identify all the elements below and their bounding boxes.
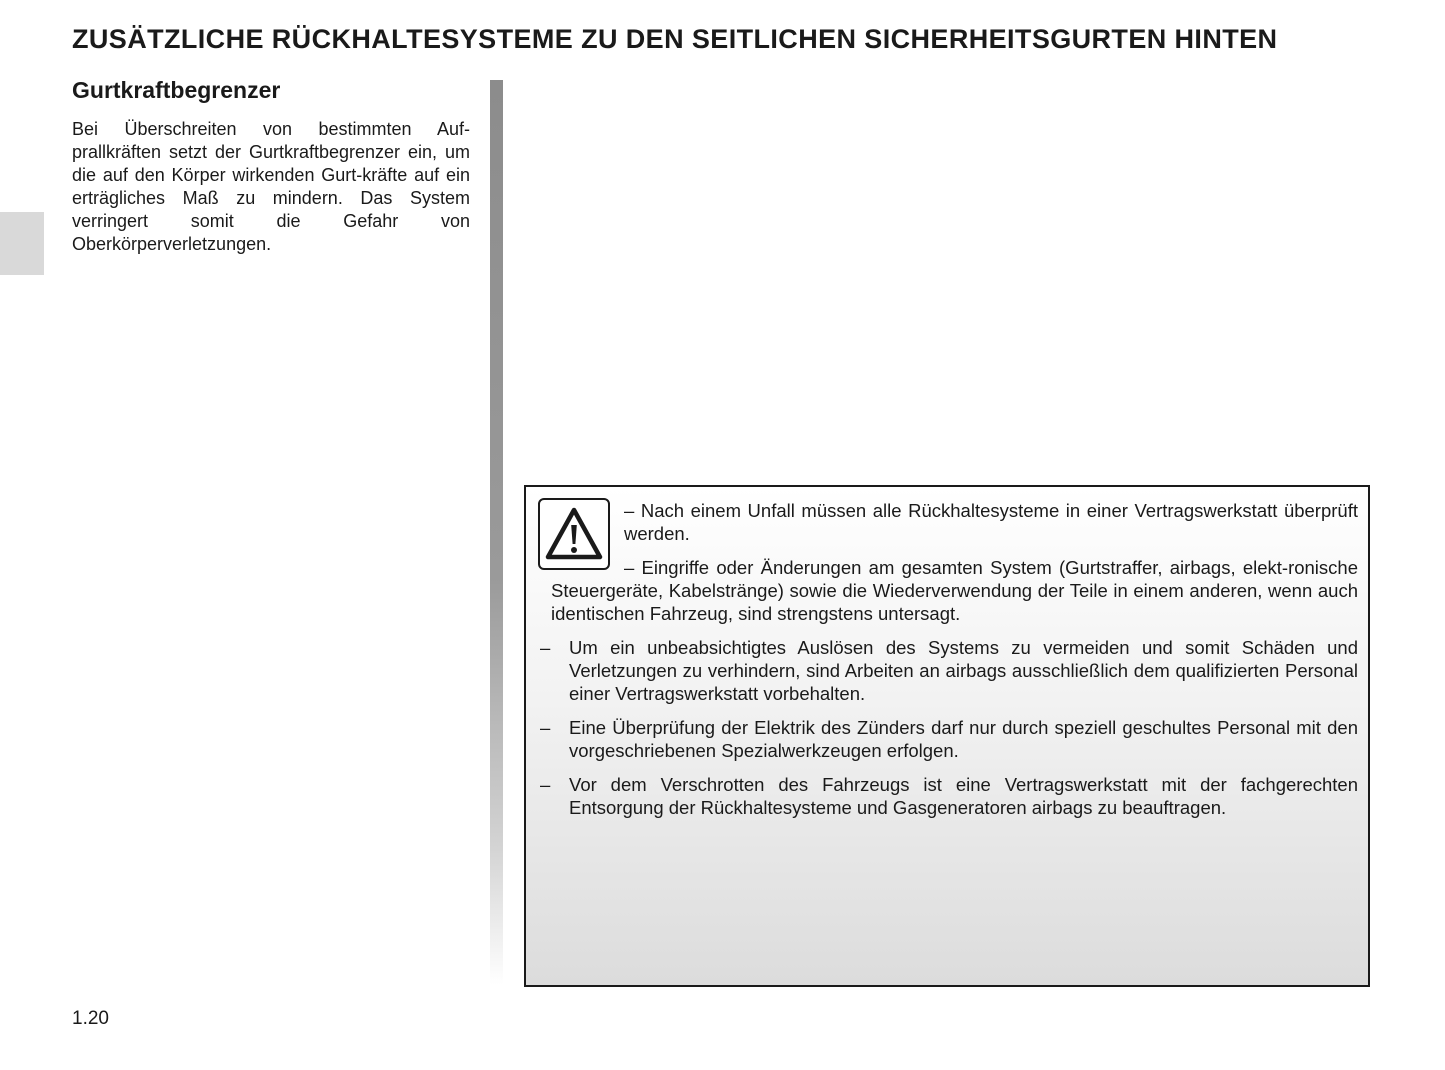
body-paragraph: Bei Überschreiten von bestimmten Auf-prallkräften setzt der Gurtkraftbegrenzer ein, um die auf den Körper wirkenden Gurt-kräfte auf ein erträgliches Maß zu mindern. Das System verringert somit die Gefahr von Oberkörperverletzungen.	[72, 119, 470, 254]
left-column	[72, 74, 470, 256]
warning-box	[524, 485, 1370, 987]
section-heading: Gurtkraftbegrenzer	[72, 77, 281, 103]
warning-item-text: Nach einem Unfall müssen alle Rückhaltesysteme in einer Vertragswerkstatt überprüft werden.	[624, 500, 1358, 544]
page-number: 1.20	[72, 1008, 109, 1029]
dash: –	[624, 557, 635, 578]
warning-content	[540, 499, 1358, 830]
dash: –	[624, 500, 635, 521]
page-title: ZUSÄTZLICHE RÜCKHALTESYSTEME ZU DEN SEITLICHEN SICHERHEITSGURTEN HINTEN	[72, 24, 1278, 54]
warning-item	[540, 499, 1358, 545]
warning-item	[540, 773, 1358, 819]
warning-item	[540, 716, 1358, 762]
dash: –	[540, 637, 551, 658]
warning-item-text: Vor dem Verschrotten des Fahrzeugs ist eine Vertragswerkstatt mit der fachgerechten Entsorgung der Rückhaltesysteme und Gasgeneratoren airbags zu beauftragen.	[569, 774, 1358, 818]
warning-item	[540, 556, 1358, 625]
dash: –	[540, 717, 551, 738]
warning-item-text: Eine Überprüfung der Elektrik des Zünders darf nur durch speziell geschultes Personal mit den vorgeschriebenen Spezialwerkzeugen erfolgen.	[569, 717, 1358, 761]
warning-item-text: Um ein unbeabsichtigtes Auslösen des Systems zu vermeiden und somit Schäden und Verletzungen zu verhindern, sind Arbeiten an airbags ausschließlich dem qualifizierten Personal einer Vertragswerkstatt vorbehalten.	[569, 637, 1358, 704]
chapter-tab	[0, 212, 44, 275]
warning-item-text: Eingriffe oder Änderungen am gesamten System (Gurtstraffer, airbags, elekt-ronische Steuergeräte, Kabelstränge) sowie die Wiederverwendung der Teile in einem anderen, wenn auch identischen Fahrzeug, sind strengstens untersagt.	[551, 557, 1358, 624]
warning-item	[540, 636, 1358, 705]
column-divider	[490, 80, 503, 985]
dash: –	[540, 774, 551, 795]
